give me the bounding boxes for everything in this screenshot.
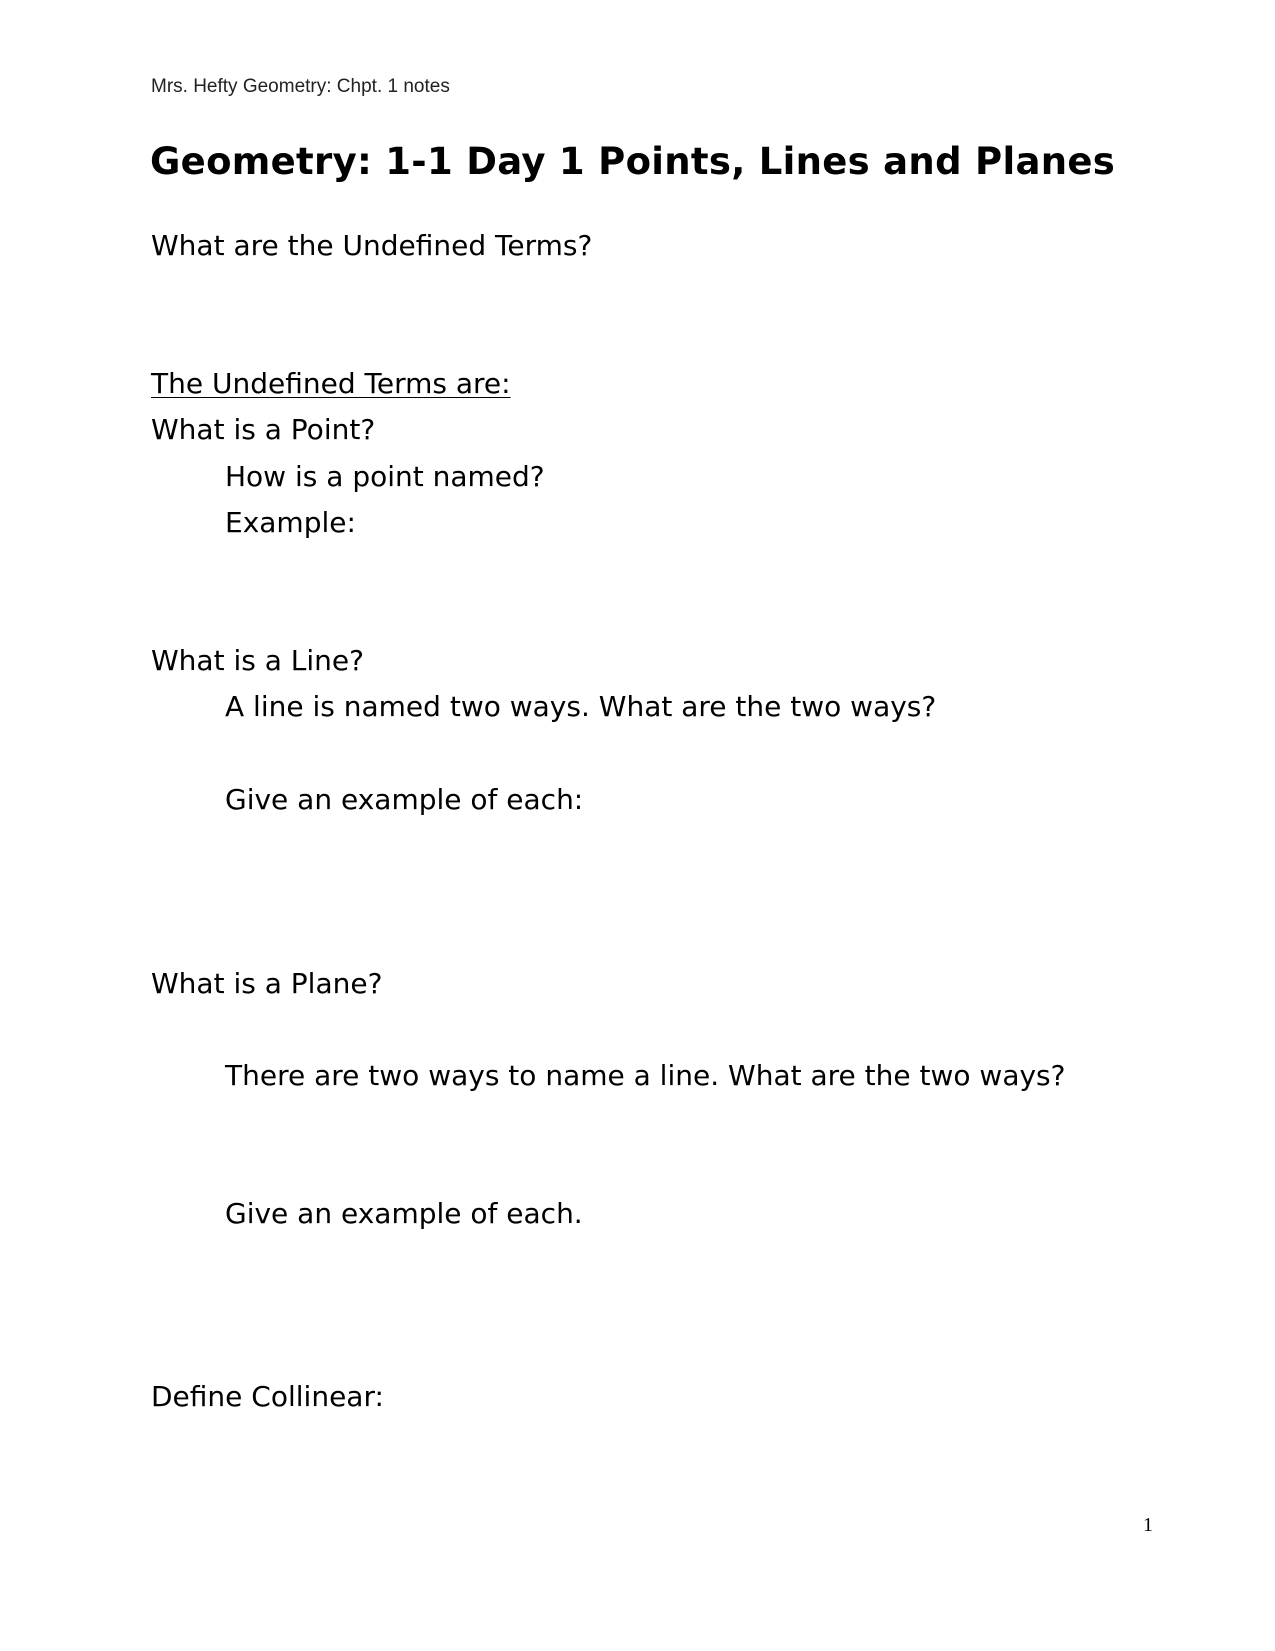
point-question: What is a Point? <box>151 413 376 446</box>
undefined-terms-question: What are the Undefined Terms? <box>151 229 593 262</box>
point-example-label: Example: <box>225 506 356 539</box>
undefined-terms-heading: The Undefined Terms are: <box>151 367 511 400</box>
point-naming-question: How is a point named? <box>225 460 545 493</box>
line-question: What is a Line? <box>151 644 365 677</box>
plane-example-label: Give an example of each. <box>225 1197 583 1230</box>
line-example-label: Give an example of each: <box>225 783 584 816</box>
collinear-definition-label: Define Collinear: <box>151 1380 384 1413</box>
line-naming-question: A line is named two ways. What are the two ways? <box>225 690 937 723</box>
plane-naming-question: There are two ways to name a line. What are the two ways? <box>225 1059 1066 1092</box>
page-title: Geometry: 1-1 Day 1 Points, Lines and Planes <box>150 140 1116 183</box>
page-header: Mrs. Hefty Geometry: Chpt. 1 notes <box>151 76 450 97</box>
page-number: 1 <box>1143 1514 1153 1536</box>
plane-question: What is a Plane? <box>151 967 383 1000</box>
